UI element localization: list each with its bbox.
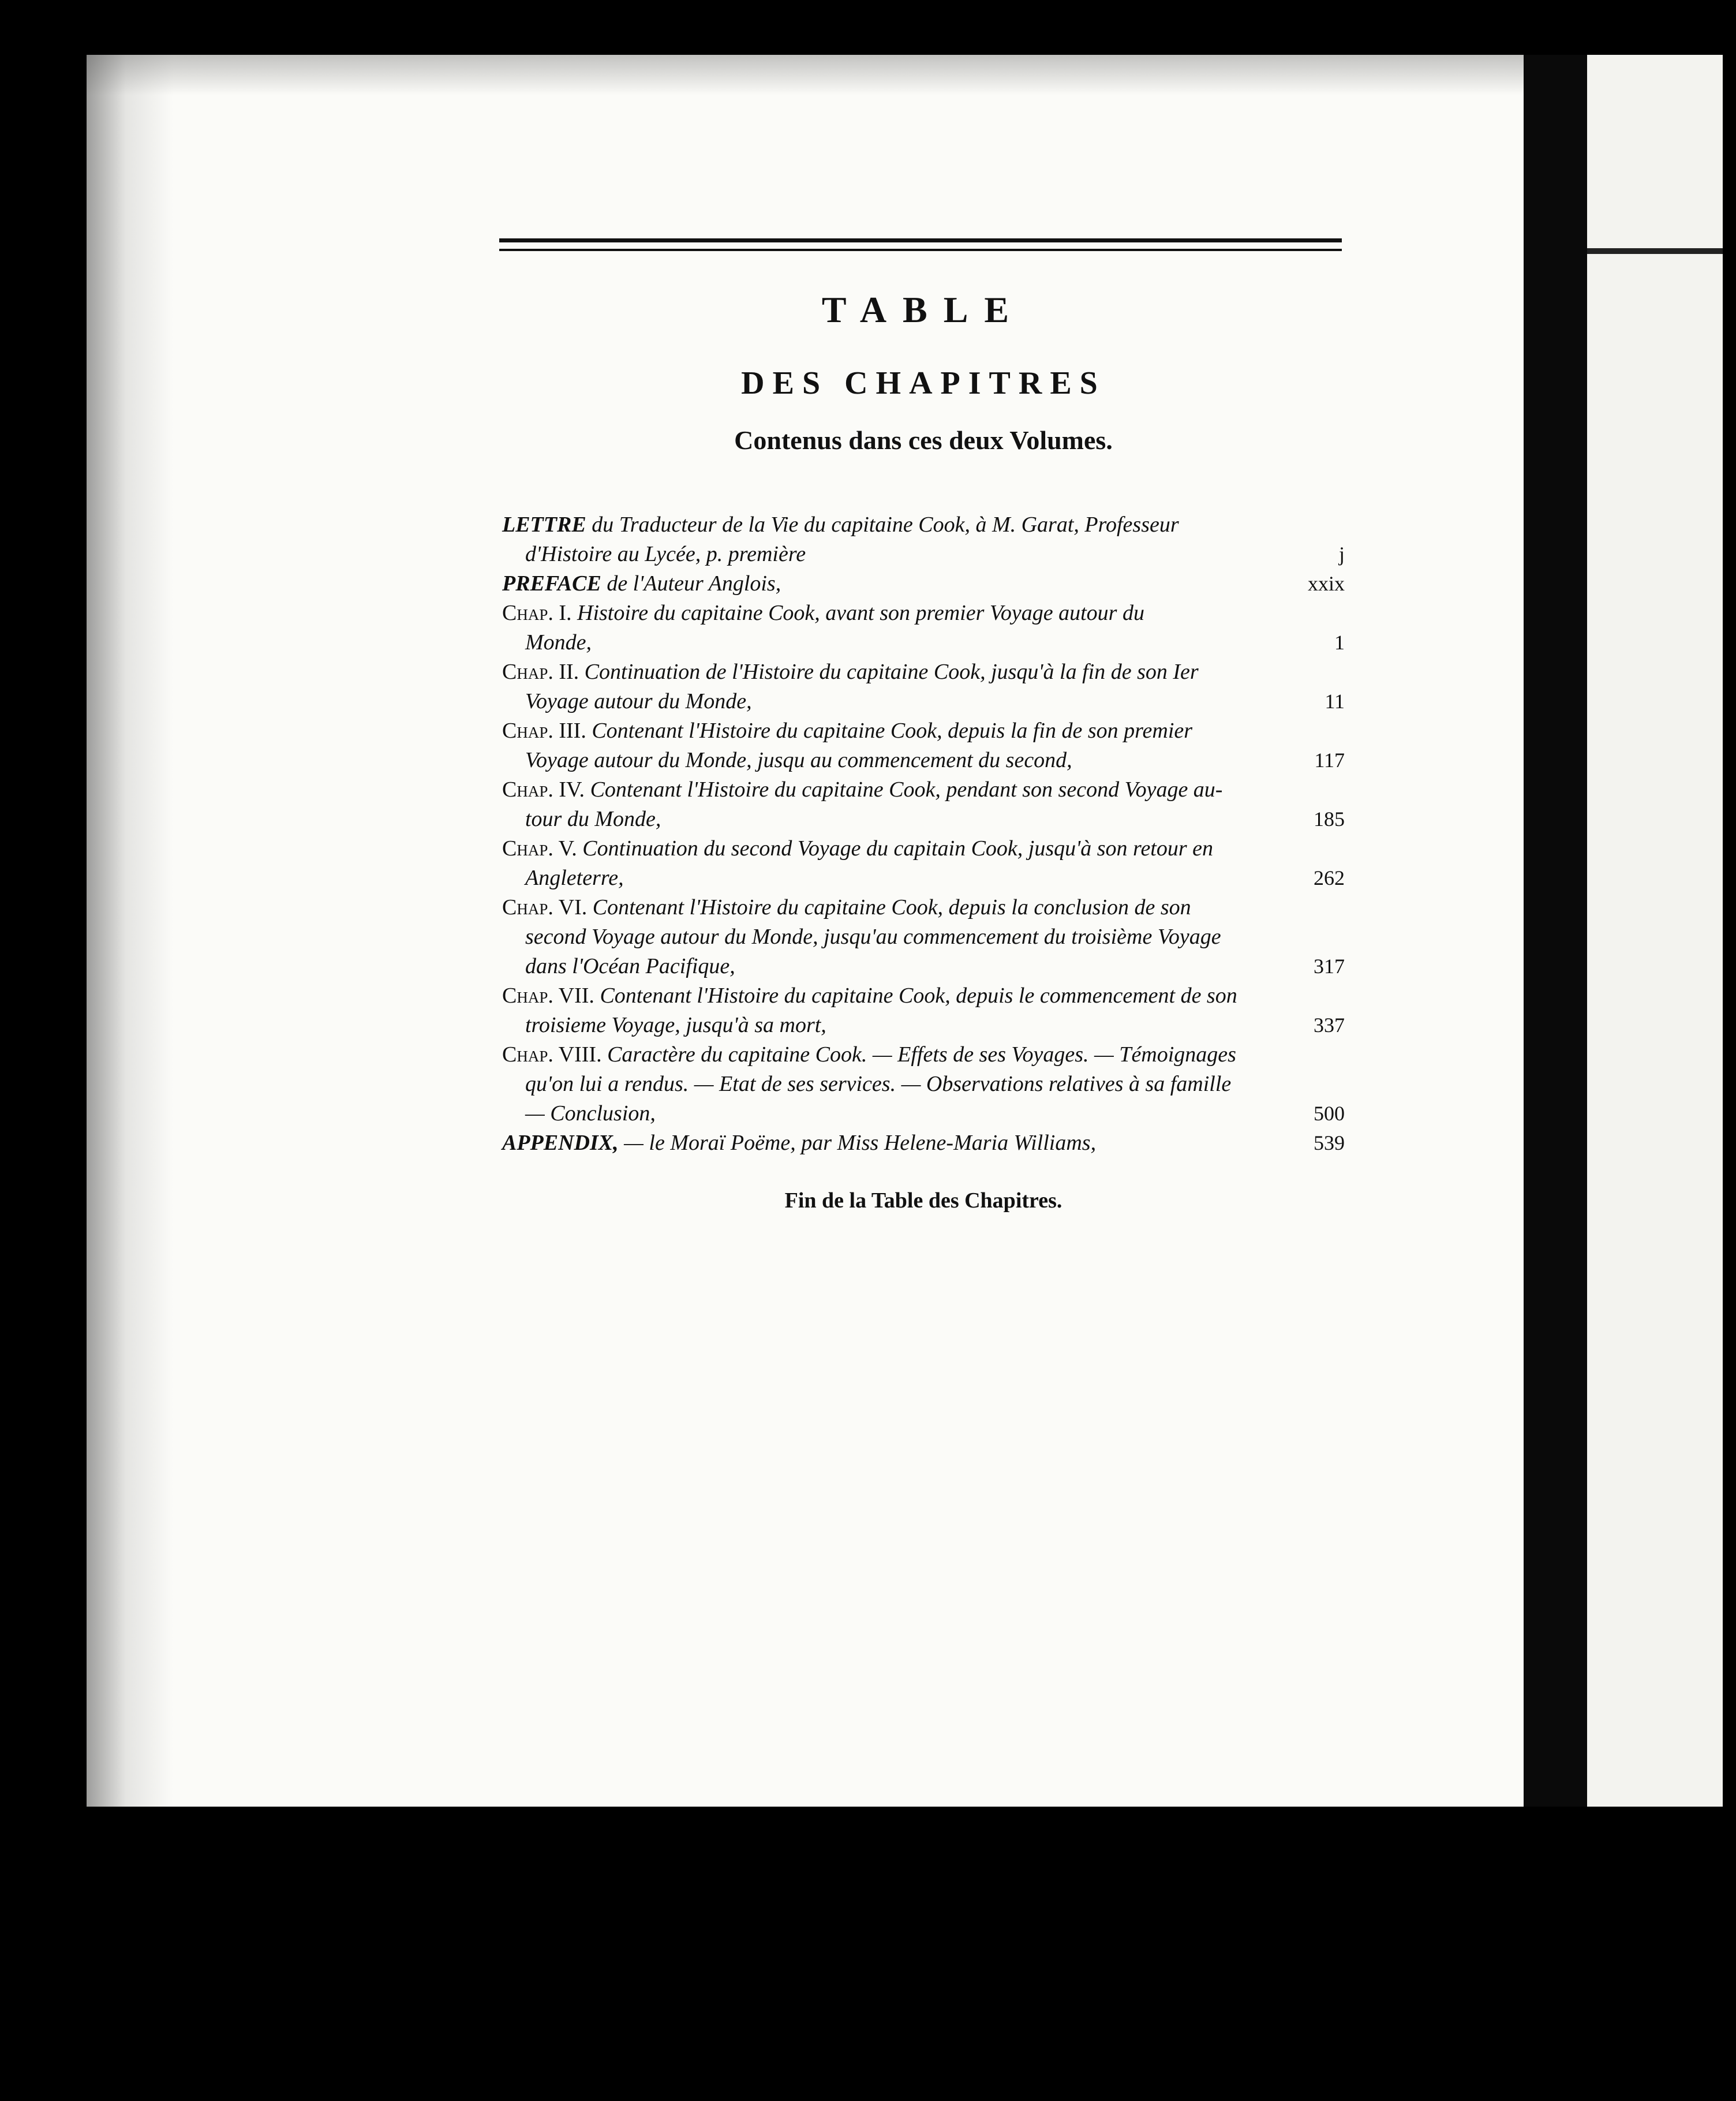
page-tagline: Contenus dans ces deux Volumes. [734,425,1113,455]
toc-entry-page: 337 [1314,1014,1345,1037]
toc-entry-text-cont: qu'on lui a rendus. — Etat de ses services. — Observations relatives à sa famille [525,1072,1232,1096]
toc-entry-head: LETTRE [502,513,586,537]
header-rule [499,238,1342,251]
page-title: TABLE [821,289,1026,330]
page-stain-edge [87,55,173,1807]
table-of-contents [502,289,1345,1213]
toc-entry-page: xxix [1307,572,1345,595]
toc-entry-head: Chap. IV. [502,777,585,802]
toc-entry-text: Contenant l'Histoire du capitaine Cook, pendant son second Voyage au- [590,777,1223,802]
toc-entry-text-cont: tour du Monde, [525,807,661,831]
toc-entry-text: Contenant l'Histoire du capitaine Cook, depuis le commencement de son [600,984,1237,1008]
toc-entry-appendix [502,1128,1345,1158]
toc-entry-page: 117 [1314,749,1345,772]
toc-entry-text: Continuation de l'Histoire du capitaine Cook, jusqu'à la fin de son Ier [584,660,1199,684]
toc-list [502,510,1345,1158]
toc-entry-chap-5 [502,834,1345,893]
toc-entry-text-cont: dans l'Océan Pacifique, [525,954,735,978]
toc-entry-text-cont: d'Histoire au Lycée, p. première [525,542,806,566]
toc-entry-text-cont: second Voyage autour du Monde, jusqu'au commencement du troisième Voyage [525,925,1221,949]
end-note: Fin de la Table des Chapitres. [784,1188,1062,1213]
toc-entry-text: Continuation du second Voyage du capitain Cook, jusqu'à son retour en [582,836,1214,861]
book-gutter [1524,55,1587,1807]
toc-entry-text-cont: Monde, [525,630,592,655]
toc-entry-text: de l'Auteur Anglois, [607,571,781,596]
toc-entry-chap-1 [502,599,1345,657]
toc-entry-preface [502,569,1345,599]
toc-entry-chap-6 [502,893,1345,981]
toc-entry-page: 185 [1314,807,1345,831]
toc-entry-text: Caractère du capitaine Cook. — Effets de ses Voyages. — Témoignages [607,1042,1236,1067]
toc-entry-text: Histoire du capitaine Cook, avant son premier Voyage autour du [577,601,1144,625]
toc-entry-page: 500 [1314,1102,1345,1125]
toc-entry-head: Chap. II. [502,660,579,684]
toc-entry-page: 262 [1314,866,1345,889]
toc-entry-text-cont: — Conclusion, [525,1101,656,1126]
toc-entry-chap-3 [502,716,1345,775]
page-top-shadow [87,55,1524,95]
toc-entry-chap-2 [502,657,1345,716]
page-subtitle: DES CHAPITRES [741,365,1106,401]
toc-entry-lettre [502,510,1345,569]
toc-entry-head: Chap. I. [502,601,572,625]
toc-entry-text: Contenant l'Histoire du capitaine Cook, depuis la fin de son premier [592,719,1193,743]
toc-entry-head: Chap. VIII. [502,1042,602,1067]
toc-entry-page: 11 [1325,690,1345,713]
toc-entry-chap-4 [502,775,1345,834]
toc-entry-text-cont: Voyage autour du Monde, jusqu au commencement du second, [525,748,1072,772]
toc-entry-head: Chap. VII. [502,984,594,1008]
toc-entry-text: — le Moraï Poëme, par Miss Helene-Maria Williams, [624,1131,1097,1155]
facing-page-rule [1587,248,1723,254]
toc-entry-text-cont: Angleterre, [525,866,624,890]
toc-entry-page: 539 [1314,1131,1345,1154]
toc-entry-head: PREFACE [502,571,601,596]
toc-entry-chap-7 [502,981,1345,1040]
toc-entry-text-cont: Voyage autour du Monde, [525,689,752,713]
toc-entry-page: j [1338,543,1345,566]
facing-page [1587,55,1723,1807]
toc-entry-head: Chap. V. [502,836,577,861]
toc-entry-text-cont: troisieme Voyage, jusqu'à sa mort, [525,1013,826,1037]
toc-entry-text: Contenant l'Histoire du capitaine Cook, depuis la conclusion de son [592,895,1191,919]
toc-entry-head: APPENDIX, [502,1131,619,1155]
toc-entry-page: 1 [1334,631,1345,654]
toc-entry-head: Chap. VI. [502,895,588,919]
toc-entry-chap-8 [502,1040,1345,1128]
toc-entry-page: 317 [1314,955,1345,978]
toc-entry-head: Chap. III. [502,719,586,743]
toc-entry-text: du Traducteur de la Vie du capitaine Cook, à M. Garat, Professeur [592,513,1179,537]
